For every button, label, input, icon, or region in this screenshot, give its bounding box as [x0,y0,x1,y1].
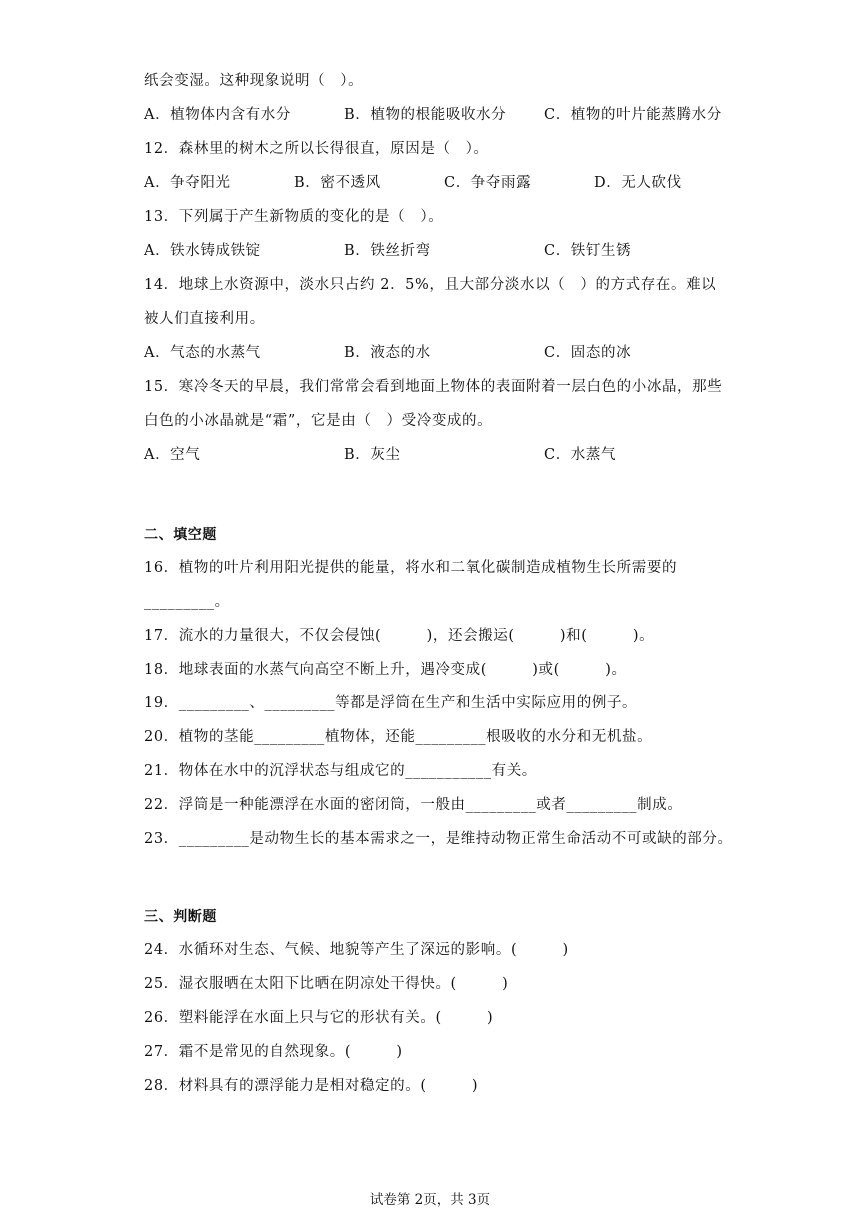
question-12-stem: 12．森林里的树木之所以长得很直，原因是（ ）。 [144,141,489,157]
question-15-stem-line1: 15．寒冷冬天的早晨，我们常常会看到地面上物体的表面附着一层白色的小冰晶，那些 [144,379,723,395]
question-15-option-a: A．空气 [144,447,201,463]
question-20: 20．植物的茎能_________植物体，还能_________根吸收的水分和无机盐。 [144,729,653,745]
question-13-option-a: A．铁水铸成铁锭 [144,243,261,259]
question-14-option-a: A．气态的水蒸气 [144,345,261,361]
question-11-stem: 纸会变湿。这种现象说明（ ）。 [144,73,364,89]
question-12-option-d: D．无人砍伐 [594,175,682,191]
question-22: 22．浮筒是一种能漂浮在水面的密闭筒，一般由_________或者_________制成。 [144,797,683,813]
question-23: 23．_________是动物生长的基本需求之一，是维持动物正常生命活动不可或缺的部分。 [144,831,733,847]
question-17: 17．流水的力量很大，不仅会侵蚀( )，还会搬运( )和( )。 [144,628,655,644]
question-14-option-b: B．液态的水 [344,345,431,361]
page-footer: 试卷第 2页，共 3页 [369,1192,491,1208]
question-14-stem-line1: 14．地球上水资源中，淡水只占约 2．5%，且大部分淡水以（ ）的方式存在。难以 [144,277,717,293]
question-11-option-c: C．植物的叶片能蒸腾水分 [544,107,722,123]
question-12-option-a: A．争夺阳光 [144,175,231,191]
question-24: 24．水循环对生态、气候、地貌等产生了深远的影响。( ) [144,942,569,958]
question-12-option-c: C．争夺雨露 [444,175,532,191]
question-25: 25．湿衣服晒在太阳下比晒在阴凉处干得快。( ) [144,976,509,992]
question-15-stem-line2: 白色的小冰晶就是“霜”，它是由（ ）受冷变成的。 [144,413,493,429]
question-16-stem: 16．植物的叶片利用阳光提供的能量，将水和二氧化碳制造成植物生长所需要的 [144,560,678,576]
question-11-option-a: A．植物体内含有水分 [144,107,291,123]
question-18: 18．地球表面的水蒸气向高空不断上升，遇冷变成( )或( )。 [144,662,627,678]
question-15-option-b: B．灰尘 [344,447,401,463]
question-26: 26．塑料能浮在水面上只与它的形状有关。( ) [144,1010,494,1026]
question-13-option-c: C．铁钉生锈 [544,243,632,259]
question-12-option-b: B．密不透风 [294,175,381,191]
question-19: 19．_________、_________等都是浮筒在生产和生活中实际应用的例子。 [144,695,638,711]
question-28: 28．材料具有的漂浮能力是相对稳定的。( ) [144,1078,479,1094]
question-27: 27．霜不是常见的自然现象。( ) [144,1044,403,1060]
question-13-stem: 13．下列属于产生新物质的变化的是（ ）。 [144,209,444,225]
question-11-option-b: B．植物的根能吸收水分 [344,107,507,123]
question-15-option-c: C．水蒸气 [544,447,617,463]
question-13-option-b: B．铁丝折弯 [344,243,431,259]
question-14-option-c: C．固态的冰 [544,345,632,361]
section-2-heading: 二、填空题 [144,527,217,543]
section-3-heading: 三、判断题 [144,909,217,925]
question-16-blank: _________。 [144,594,230,610]
question-14-stem-line2: 被人们直接利用。 [144,311,265,327]
question-21: 21．物体在水中的沉浮状态与组成它的___________有关。 [144,763,537,779]
